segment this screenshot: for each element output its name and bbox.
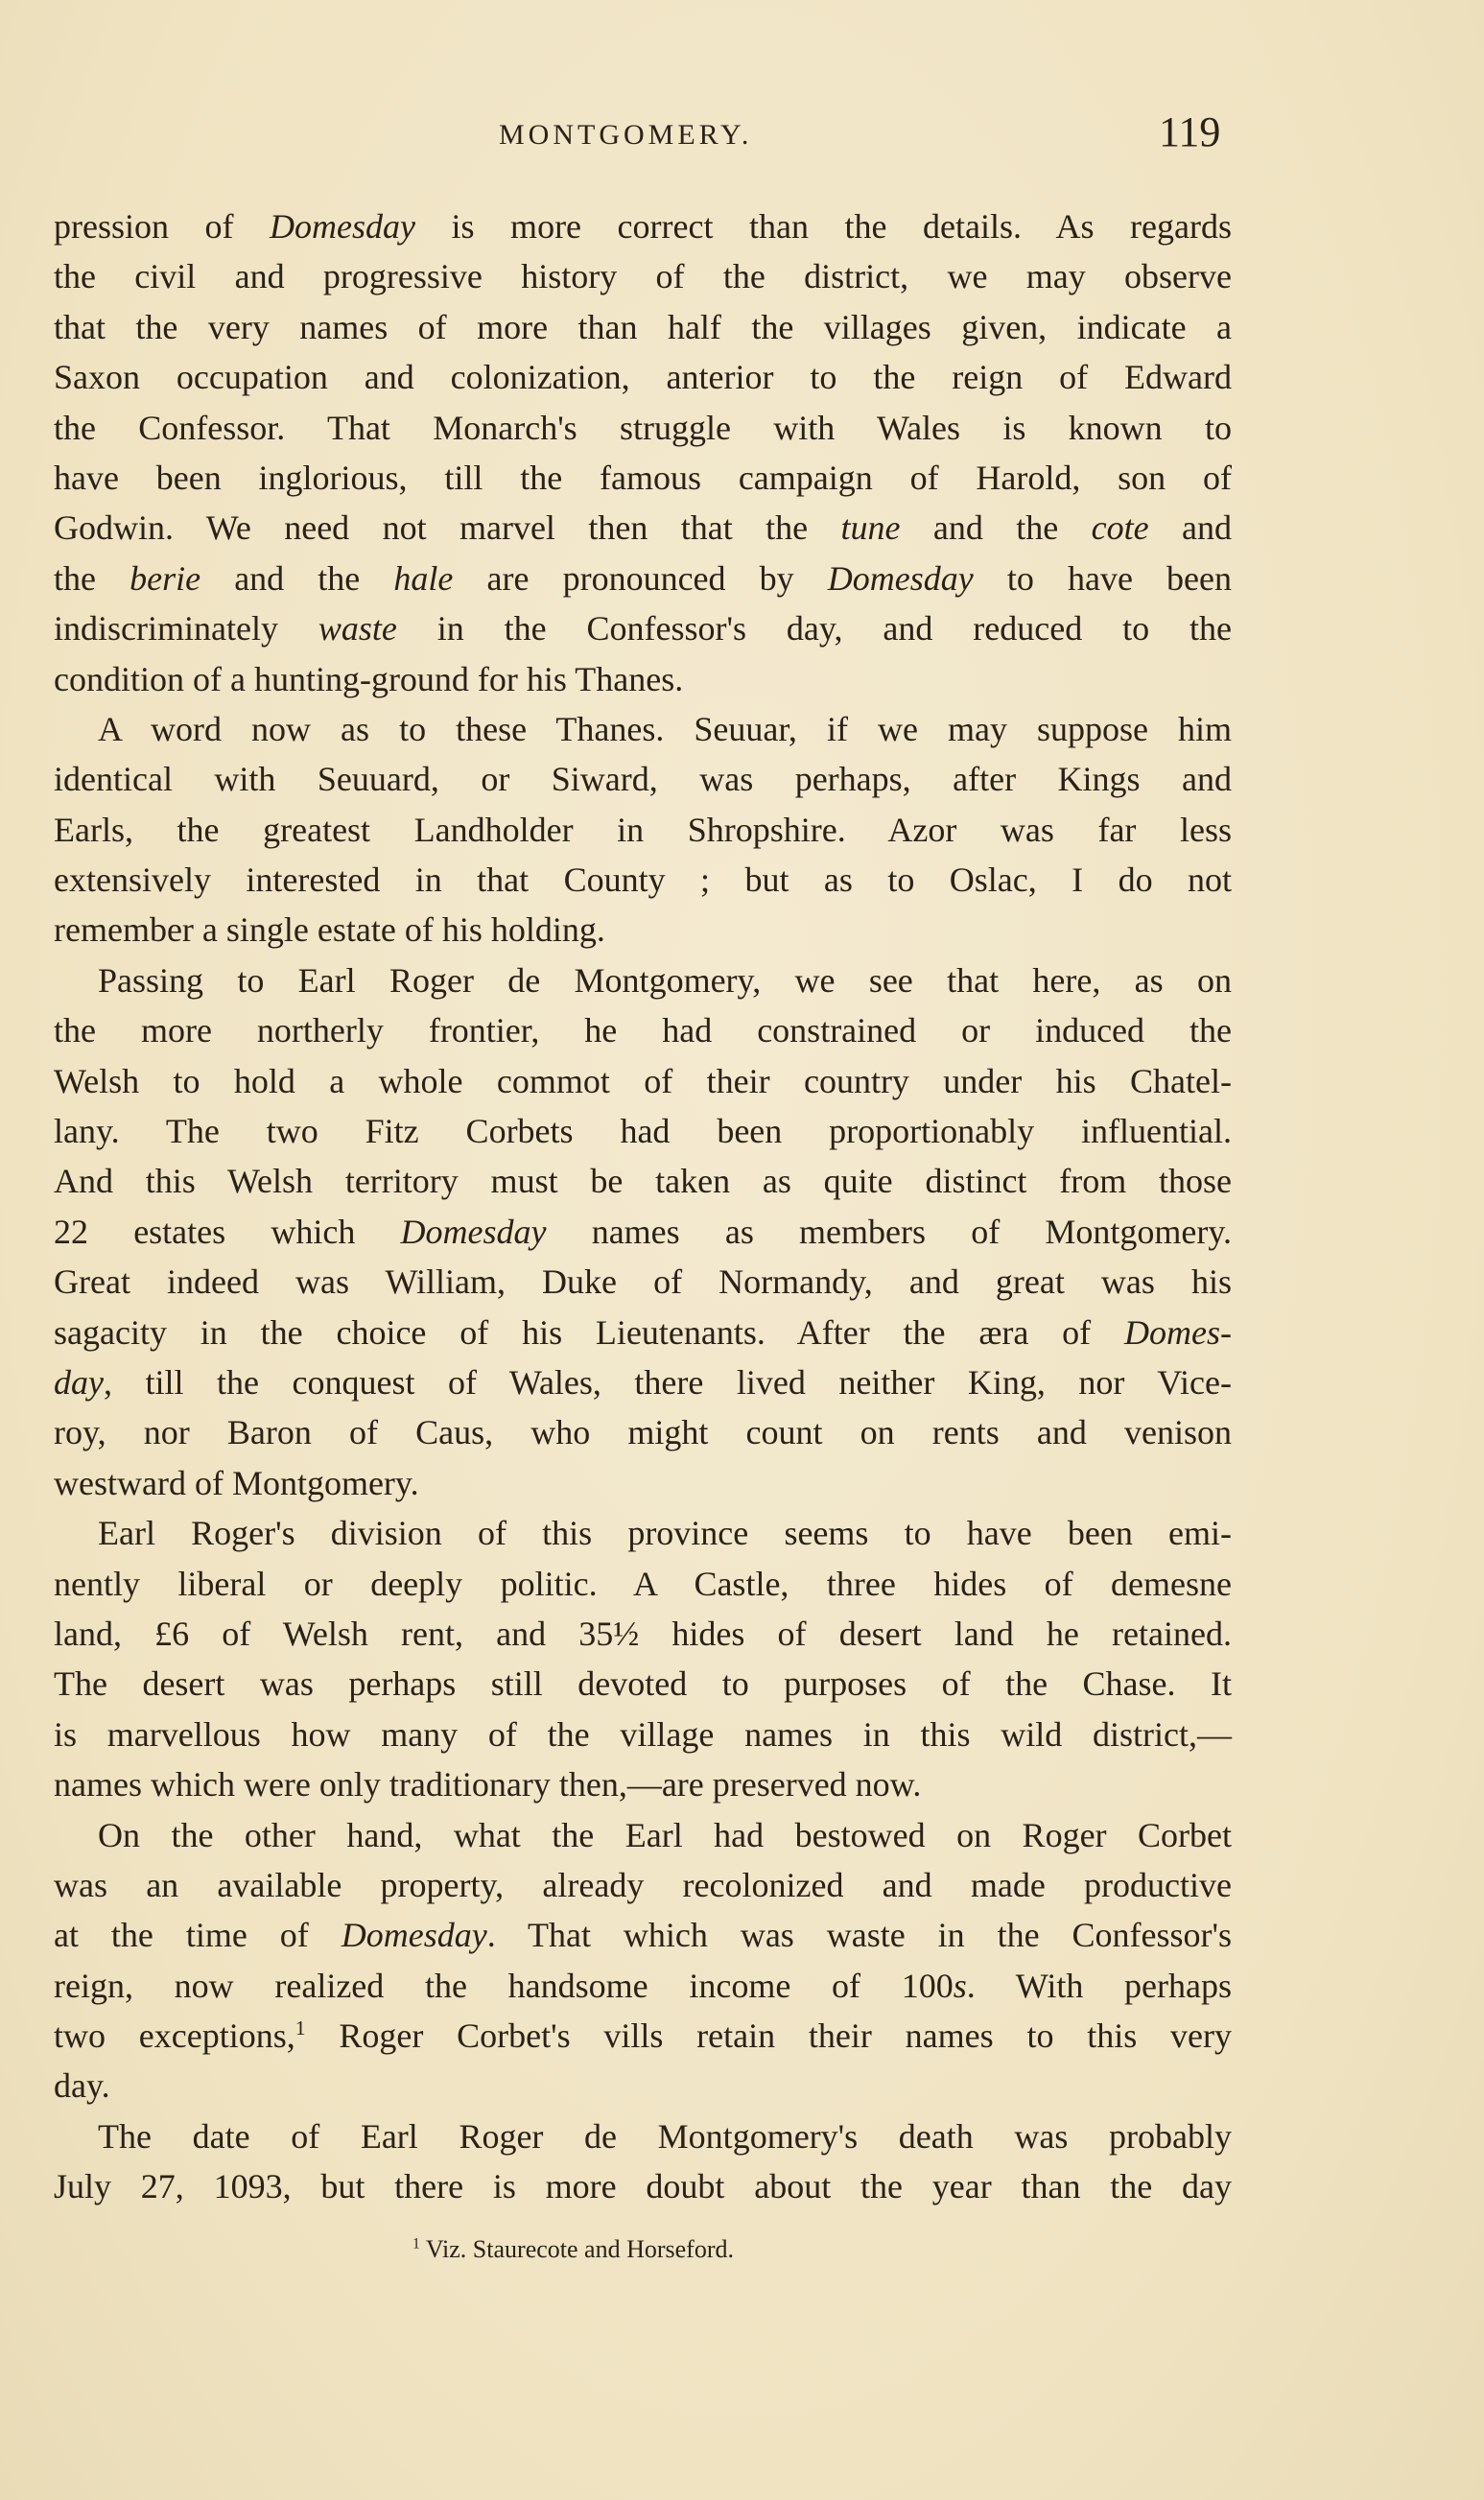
text-line: The desert was perhaps still devoted to purposes of the Chase. It: [54, 1664, 1232, 1704]
text-line: sagacity in the choice of his Lieutenants. After the æra of Domes-: [54, 1312, 1232, 1352]
text-line: extensively interested in that County ; but as to Oslac, I do not: [54, 861, 1232, 900]
footnote: [412, 2235, 734, 2264]
text-line: The date of Earl Roger de Montgomery's death was probably: [98, 2116, 1232, 2156]
text-line: was an available property, already recolonized and made productive: [54, 1865, 1232, 1904]
text-line: identical with Seuuard, or Siward, was perhaps, after Kings and: [54, 760, 1232, 799]
text-line: the berie and the hale are pronounced by Domesday to have been: [54, 558, 1233, 598]
text-line: remember a single estate of his holding.: [54, 910, 605, 950]
text-line: the civil and progressive history of the district, we may observe: [54, 257, 1232, 296]
text-line: pression of Domesday is more correct than the details. As regards: [54, 207, 1232, 246]
text-line: at the time of Domesday. That which was waste in the Confessor's: [54, 1916, 1233, 1955]
text-line: Welsh to hold a whole commot of their country under his Chatel-: [54, 1061, 1232, 1100]
text-line: lany. The two Fitz Corbets had been proportionably influential.: [54, 1112, 1232, 1151]
text-line: is marvellous how many of the village names in this wild district,—: [54, 1714, 1232, 1754]
text-line: day, till the conquest of Wales, there lived neither King, nor Vice-: [54, 1362, 1232, 1402]
text-line: nently liberal or deeply politic. A Castle, three hides of demesne: [54, 1564, 1232, 1603]
text-line: July 27, 1093, but there is more doubt about the year than the day: [54, 2167, 1232, 2206]
footnote-text: Viz. Staurecote and Horseford.: [425, 2235, 734, 2263]
text-line: Saxon occupation and colonization, anterior to the reign of Edward: [54, 358, 1232, 397]
text-line: land, £6 of Welsh rent, and 35½ hides of desert land he retained.: [54, 1614, 1232, 1653]
text-line: indiscriminately waste in the Confessor's day, and reduced to the: [54, 609, 1232, 649]
text-line: Great indeed was William, Duke of Normandy, and great was his: [54, 1262, 1232, 1302]
page-number: 119: [1159, 108, 1221, 155]
text-line: A word now as to these Thanes. Seuuar, if we may suppose him: [98, 709, 1232, 748]
text-line: 22 estates which Domesday names as members of Montgomery.: [54, 1212, 1233, 1251]
running-head: MONTGOMERY.: [499, 119, 753, 151]
footnote-marker: 1: [412, 2235, 420, 2252]
text-line: reign, now realized the handsome income of 100s. With perhaps: [54, 1966, 1232, 2005]
text-line: Earl Roger's division of this province seems to have been emi-: [98, 1514, 1232, 1553]
text-line: the more northerly frontier, he had constrained or induced the: [54, 1011, 1232, 1050]
text-line: the Confessor. That Monarch's struggle with Wales is known to: [54, 408, 1232, 447]
text-line: day.: [54, 2066, 110, 2106]
text-line: condition of a hunting-ground for his Thanes.: [54, 659, 684, 698]
text-line: two exceptions,$^1$ Roger Corbet's vills retain their names to this very: [54, 2017, 1233, 2056]
text-line: have been inglorious, till the famous campaign of Harold, son of: [54, 458, 1232, 497]
text-line: Godwin. We need not marvel then that the tune and the cote and: [54, 508, 1232, 548]
text-line: that the very names of more than half the villages given, indicate a: [54, 307, 1232, 346]
text-line: Passing to Earl Roger de Montgomery, we see that here, as on: [98, 960, 1232, 1000]
text-line: roy, nor Baron of Caus, who might count on rents and venison: [54, 1413, 1232, 1452]
text-line: names which were only traditionary then,—are preserved now.: [54, 1765, 922, 1804]
page-header: [0, 107, 1484, 165]
text-line: And this Welsh territory must be taken as quite distinct from those: [54, 1162, 1232, 1201]
text-line: Earls, the greatest Landholder in Shropshire. Azor was far less: [54, 810, 1232, 849]
text-line: westward of Montgomery.: [54, 1463, 419, 1502]
body-text: [54, 201, 1232, 2212]
text-line: On the other hand, what the Earl had bestowed on Roger Corbet: [98, 1815, 1232, 1854]
